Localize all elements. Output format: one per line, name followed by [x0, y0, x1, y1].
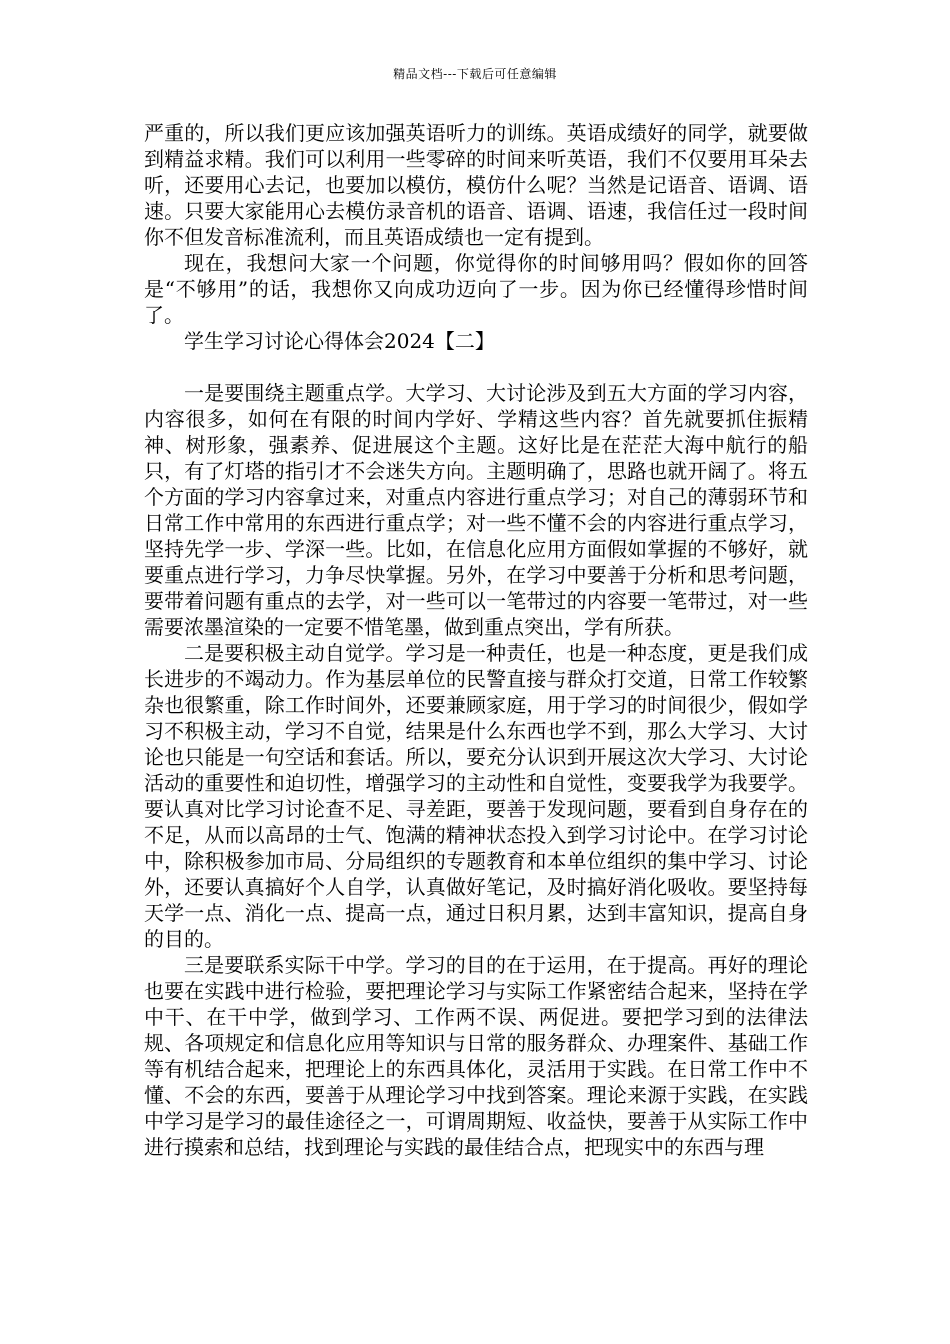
paragraph-3: 一是要围绕主题重点学。大学习、大讨论涉及到五大方面的学习内容，内容很多，如何在有限的时间内学好、学精这些内容？首先就要抓住振精神、树形象，强素养、促进展这个主题。这好比是在茫茫大海中航行的船只，有了灯塔的指引才不会迷失方向。主题明确了，思路也就开阔了。将五个方面的学习内容拿过来，对重点内容进行重点学习；对自己的薄弱环节和日常工作中常用的东西进行重点学；对一些不懂不会的内容进行重点学习，坚持先学一步、学深一些。比如，在信息化应用方面假如掌握的不够好，就要重点进行学习，力争尽快掌握。另外，在学习中要善于分析和思考问题，要带着问题有重点的去学，对一些可以一笔带过的内容要一笔带过，对一些需要浓墨渲染的一定要不惜笔墨，做到重点突出，学有所获。 — [144, 381, 808, 639]
paragraph-5: 三是要联系实际干中学。学习的目的在于运用，在于提高。再好的理论也要在实践中进行检验，要把理论学习与实际工作紧密结合起来，坚持在学中干、在干中学，做到学习、工作两不误、两促进。要把学习到的法律法规、各项规定和信息化应用等知识与日常的服务群众、办理案件、基础工作等有机结合起来，把理论上的东西具体化，灵活用于实践。在日常工作中不懂、不会的东西，要善于从理论学习中找到答案。理论来源于实践，在实践中学习是学习的最佳途径之一，可谓周期短、收益快，要善于从实际工作中进行摸索和总结，找到理论与实践的最佳结合点，把现实中的东西与理 — [144, 953, 808, 1159]
document-body — [144, 120, 808, 1160]
section-title: 学生学习讨论心得体会2024【二】 — [184, 329, 495, 353]
paragraph-4: 二是要积极主动自觉学。学习是一种责任，也是一种态度，更是我们成长进步的不竭动力。作为基层单位的民警直接与群众打交道，日常工作较繁杂也很繁重，除工作时间外，还要兼顾家庭，用于学习的时间很少，假如学习不积极主动，学习不自觉，结果是什么东西也学不到，那么大学习、大讨论也只能是一句空话和套话。所以，要充分认识到开展这次大学习、大讨论活动的重要性和迫切性，增强学习的主动性和自觉性，变要我学为我要学。要认真对比学习讨论查不足、寻差距，要善于发现问题，要看到自身存在的不足，从而以高昂的士气、饱满的精神状态投入到学习讨论中。在学习讨论中，除积极参加市局、分局组织的专题教育和本单位组织的集中学习、讨论外，还要认真搞好个人自学，认真做好笔记，及时搞好消化吸收。要坚持每天学一点、消化一点、提高一点，通过日积月累，达到丰富知识，提高自身的目的。 — [144, 641, 808, 951]
paragraph-1: 严重的，所以我们更应该加强英语听力的训练。英语成绩好的同学，就要做到精益求精。我们可以利用一些零碎的时间来听英语，我们不仅要用耳朵去听，还要用心去记，也要加以模仿，模仿什么呢？当然是记语音、语调、语速。只要大家能用心去模仿录音机的语音、语调、语速，我信任过一段时间你不但发音标准流利，而且英语成绩也一定有提到。 — [144, 121, 808, 249]
header-note: 精品文档---下载后可任意编辑 — [393, 67, 557, 81]
paragraph-2: 现在，我想问大家一个问题，你觉得你的时间够用吗？假如你的回答是“不够用”的话，我想你又向成功迈向了一步。因为你已经懂得珍惜时间了。 — [144, 251, 808, 327]
blank-line — [144, 354, 808, 380]
